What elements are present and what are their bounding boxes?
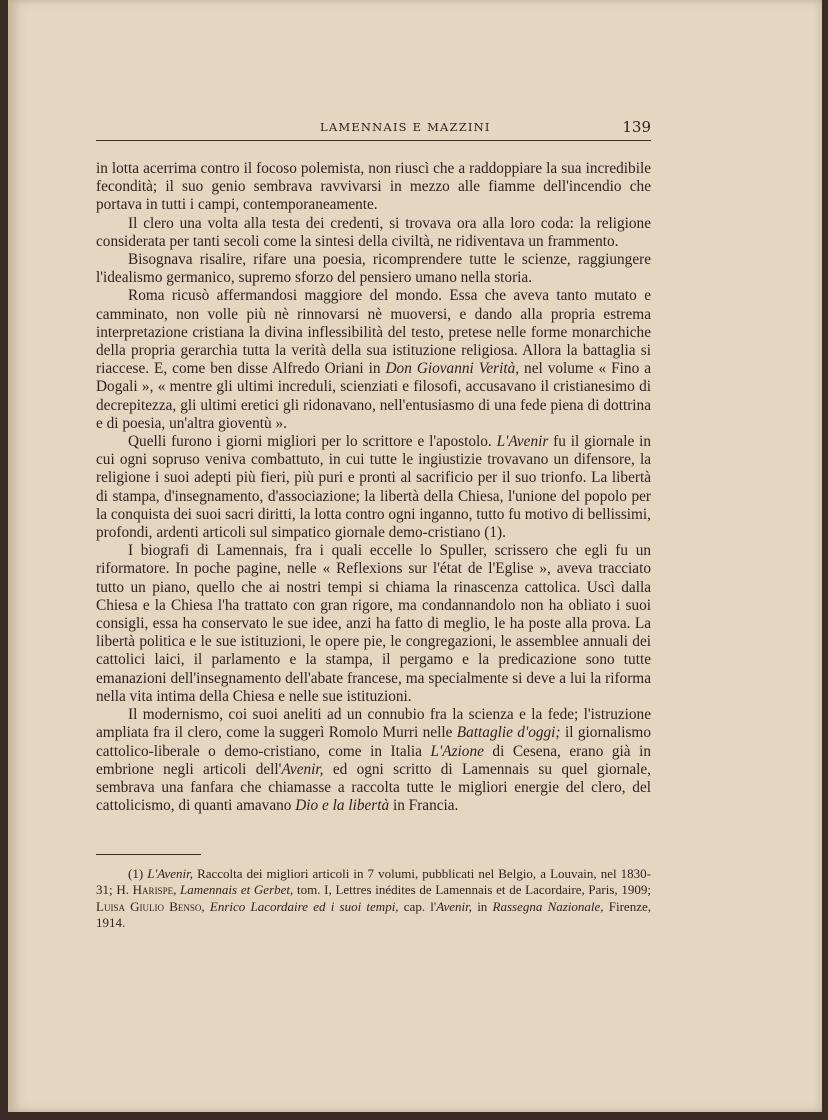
italic-span: Battaglie d'oggi; bbox=[456, 724, 561, 742]
italic-span: L'Avenir, bbox=[147, 866, 193, 881]
paragraph bbox=[96, 287, 651, 433]
text-span: in Francia. bbox=[389, 797, 459, 815]
italic-span: Enrico Lacordaire ed i suoi tempi, bbox=[209, 898, 399, 914]
text-span: in bbox=[471, 898, 493, 914]
text-span: in lotta acerrima contro il focoso polemista, non riuscì che a raddoppiare la sua incredibile fecondità; il suo genio sembrava ravvivarsi in mezzo alle fiamme dell'incendio che portava in tutti i campi, contemporaneamente. bbox=[96, 160, 651, 214]
text-span: cap. l' bbox=[398, 898, 437, 914]
text-span: il giornalismo cattolico-liberale o demo-cristiano, come in Italia bbox=[96, 724, 651, 760]
italic-span: Dio e la libertà bbox=[295, 797, 390, 815]
italic-span: Lamennais et Gerbet, bbox=[180, 882, 294, 898]
footnote bbox=[96, 866, 651, 932]
italic-span: L'Azione bbox=[430, 742, 484, 760]
italic-span: L'Avenir bbox=[496, 433, 549, 451]
text-span: tom. I, Lettres inédites de Lamennais et de Lacordaire, Paris, 1909; bbox=[293, 882, 652, 898]
paragraph bbox=[96, 215, 651, 251]
paragraph bbox=[96, 706, 651, 815]
paragraph bbox=[96, 160, 651, 215]
text-span: ed ogni scritto di Lamennais su quel giornale, sembrava una fanfara che chiamasse a raccolta tutte le migliori energie del clero, del cattolicismo, di quanti amavano bbox=[96, 760, 651, 815]
page-header bbox=[96, 118, 651, 141]
text-span: Il clero una volta alla testa dei credenti, si trovava ora alla loro coda: la religione considerata per tanti secoli come la sintesi della civiltà, ne ridiventava un frammento. bbox=[96, 214, 651, 250]
text-span: Raccolta dei migliori articoli in 7 volumi, pubblicati nel Belgio, a Louvain, nel 1830-31; H. bbox=[96, 866, 651, 898]
page-number: 139 bbox=[622, 118, 651, 136]
text-span: Roma ricusò affermandosi maggiore del mondo. Essa che aveva tanto mutato e camminato, non volle più nè rinnovarsi nè muoversi, e dando alla propria estrema interpretazione cristiana la divina inflessibilità del testo, pretese nelle forme monarchiche della propria gerarchia tutta la verità della sua istituzione religiosa. Allora la battaglia si riaccese. E, come ben disse Alfredo Oriani in bbox=[96, 287, 651, 378]
text-span: Quelli furono i giorni migliori per lo scrittore e l'apostolo. bbox=[128, 433, 497, 451]
text-span: Bisognava risalire, rifare una poesia, ricomprendere tutte le scienze, raggiungere l'idealismo germanico, supremo sforzo del pensiero umano nella storia. bbox=[96, 251, 651, 287]
book-page bbox=[8, 0, 822, 1112]
running-title: LAMENNAIS E MAZZINI bbox=[320, 120, 491, 134]
text-span: fu il giornale in cui ogni sopruso veniva combattuto, in cui tutte le ingiustizie trovavano un difensore, la religione i suoi adepti più fieri, più puri e pronti al sacrificio per il suo trionfo. La libertà di stampa, d'insegnamento, d'associazione; la libertà della Chiesa, l'unione del popolo per la conquista dei suoi sacri diritti, la lotta contro ogni inganno, tutto fu motivo di bellissimi, profondi, ardenti articoli sul simpatico giornale demo-cristiano (1). bbox=[96, 433, 651, 542]
text-span: Il modernismo, coi suoi aneliti ad un connubio fra la scienza e la fede; l'istruzione ampliata fra il clero, come la suggerì Romolo Murri nelle bbox=[96, 706, 651, 742]
text-span: di Cesena, erano già in embrione negli articoli dell' bbox=[96, 742, 651, 778]
italic-span: Don Giovanni Verità, bbox=[385, 360, 520, 378]
body-text bbox=[96, 160, 651, 815]
text-span: (1) bbox=[128, 866, 148, 881]
author-name: Harispe, bbox=[132, 882, 177, 898]
text-span: I biografi di Lamennais, fra i quali eccelle lo Spuller, scrissero che egli fu un riformatore. In poche pagine, nelle « Reflexions sur l'état de l'Eglise », aveva tracciato tutto un piano, quello che ai nostri tempi si chiama la rinascenza cattolica. Uscì dalla Chiesa e la Chiesa l'ha trattato con gran rigore, ma condannandolo non ha obliato i suoi consigli, essa ha conservato le sue idee, anzi ha fatto di meglio, le ha poste alla prova. La libertà politica e le sue istituzioni, le opere pie, le congregazioni, le assemblee annuali dei cattolici laici, il parlamento e la stampa, il pergamo e la predicazione sono tutte emanazioni dell'insegnamento dell'abate francese, ma specialmente si deve a lui la riforma nella vita intima della Chiesa e nelle sue istituzioni. bbox=[96, 542, 651, 705]
text-span: Firenze, 1914. bbox=[96, 898, 651, 931]
italic-span: Rassegna Nazionale, bbox=[492, 898, 604, 914]
paragraph bbox=[96, 433, 651, 542]
italic-span: Avenir, bbox=[436, 898, 472, 914]
author-name: Luisa Giulio Benso, bbox=[96, 898, 205, 914]
italic-span: Avenir, bbox=[281, 760, 324, 778]
footnote-separator bbox=[96, 854, 201, 855]
paragraph bbox=[96, 542, 651, 706]
text-span: nel volume « Fino a Dogali », « mentre gli ultimi increduli, scienziati e filosofi, accusavano il cristianesimo di decrepitezza, gli ultimi eretici gli ridonavano, nell'entusiasmo di una fede piena di dottrina e di poesia, un'altra gioventù ». bbox=[96, 360, 651, 432]
paragraph bbox=[96, 251, 651, 287]
